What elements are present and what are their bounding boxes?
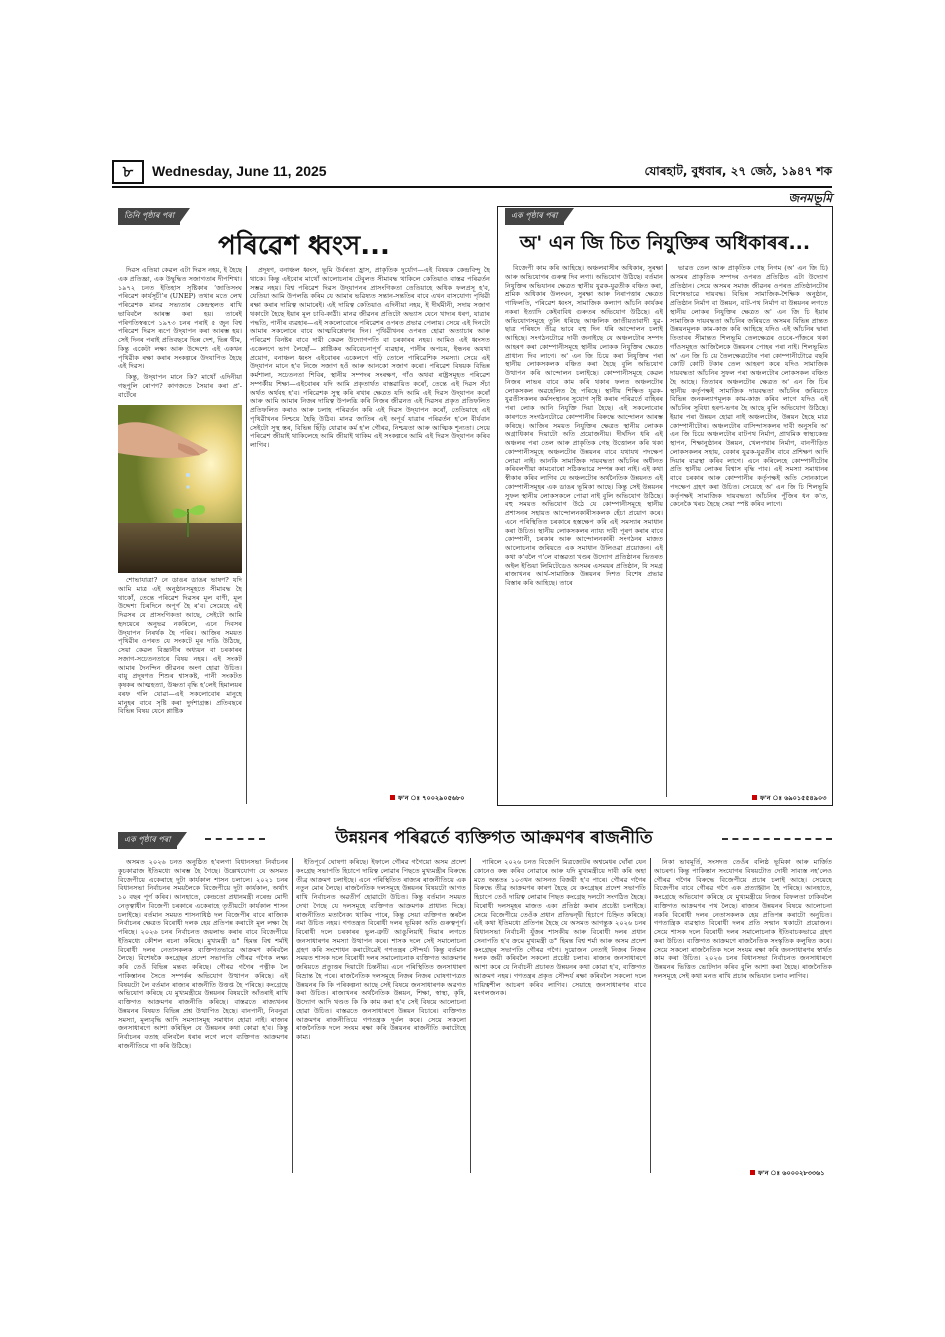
page-header — [112, 160, 832, 188]
article-column — [505, 264, 663, 797]
phone-number: ফ'ন ঃ ৭০০২৯০৫৬৮০ — [390, 793, 464, 804]
paragraph: শোভাযাত্ৰা? নে ডাঙৰ ডাঙৰ ভাষণ? যদি আমি মাত্ৰ এই অনুষ্ঠানসমূহতে সীমাবদ্ধ হৈ থাকোঁ, তেন্তে পৰিৱেশ দিৱসৰ মূল বাণী, মূল উদ্দেশ্য চিৰদিনে অপূৰ্ণ হৈ ৰ'ব। সেয়েহে এই দিৱসৰ যে প্ৰাসংগিকতা আছে, সেইটো আমি হৃদয়েৰে অনুভৱ নকৰিলে, এনে দিবসৰ উদ্‌যাপন নিৰৰ্থক হৈ পৰিব। আজিৰ সময়ত পৃথিৱীৰ ওপৰত যে সংকটে মূৰ দাঙি উঠিছে, সেয়া কেৱল বিজ্ঞানীৰ অধ্যয়ন বা চৰকাৰৰ সজাগ-সচেতনতাৰে বিষয় নহয়। এই সংকট আমাৰ দৈনন্দিন জীৱনৰ অংগ হোৱা উচিত। বায়ু প্ৰদূষণত শিশুৰ শ্বাসকষ্ট, পানী সংকটত কৃষকৰ আত্মহত্যা, উষ্ণতা বৃদ্ধি হ'লেই হিমালয়ৰ বৰফ গলি যোৱা—এই সকলোবোৰ মানুহে মানুহৰ বাবে সৃষ্টি কৰা দুৰ্দশাগ্ৰস্ত। প্ৰতিবছৰে বিভিন্ন বিষয় যেনে প্লাষ্টিক — [118, 576, 242, 716]
bullet-square-icon — [752, 795, 757, 800]
paragraph: বিজেপী কাম কৰি আহিছে। অঞ্চলবাসীৰ অধিকাৰ, সুৰক্ষা আৰু অভিযোগৰ গুৰুত্ব দিব লগা। অভিযোগ উঠিছে। বৰ্তমান নিযুক্তিৰ অভিযানৰ ক্ষেত্ৰত স্থানীয় যুৱক-যুৱতীক বঞ্চিত কৰা, শ্ৰমিক অধিকাৰ উলংঘন, সুৰক্ষা আৰু নিৰাপত্তাৰ ক্ষেত্ৰত গাফিলতি, পৰিৱেশ ধ্বংস, সামাজিক কল্যাণ আঁচনি কাৰ্যকৰ নকৰা ইত্যাদি কেইবাবিধ গুৰুতৰ অভিযোগ উঠিছে। এই অভিযোগসমূহে তুলি ধৰিছে আঞ্চলিক জাতীয়তাবাদী যুৱ-ছাত্ৰ পৰিষদে তীব্ৰ ভাবে বহু দিন ধৰি আন্দোলন চলাই আহিছে। সংগঠনটোৱে দাবী জনাইছে যে অঞ্চলটোৰ সম্পদ আহৰণ কৰা কোম্পানীসমূহে স্থানীয় লোকক নিযুক্তিৰ ক্ষেত্ৰত প্ৰাধান্য দিব লাগে। অ' এন জি চিয়ে কৰা নিযুক্তিৰ পৰা স্থানীয় লোকসকলক বঞ্চিত কৰা হৈছে বুলি অভিযোগ উত্থাপন কৰি আন্দোলন চলাইছে। কোম্পানীসমূহে কেৱল নিজৰ লাভৰ বাবে কাম কৰি থকাৰ ফলত অঞ্চলটোৰ লোকসকল অৱহেলিত হৈ পৰিছে। স্থানীয় শিক্ষিত যুৱক-যুৱতীসকলৰ কৰ্মসংস্থানৰ সুযোগ সৃষ্টি কৰাৰ পৰিৱৰ্তে বাহিৰৰ পৰা লোক আনি নিযুক্তি দিয়া হৈছে। এই সকলোবোৰ কাৰণতে সংগঠনটোৱে কোম্পানীৰ বিৰুদ্ধে আন্দোলন আৰম্ভ কৰিছে। আজিৰ সময়ত নিযুক্তিৰ ক্ষেত্ৰত স্থানীয় লোকক অগ্ৰাধিকাৰ দিয়াটো অতি প্ৰয়োজনীয়। দীৰ্ঘদিন ধৰি এই অঞ্চলৰ পৰা তেল আৰু প্ৰাকৃতিক গেছ উত্তোলন কৰি থকা কোম্পানীসমূহে অঞ্চলটোৰ উন্নয়নৰ বাবে যথাযথ পদক্ষেপ লোৱা নাই। আনকি সামাজিক দায়বদ্ধতা আঁচনিৰ অধীনত কৰিবলগীয়া কামবোৰো সঠিকভাৱে সম্পন্ন কৰা নাই। এই কথা স্বীকাৰ কৰিব লাগিব যে অঞ্চলটোৰ অৰ্থনৈতিক উন্নয়নত এই কোম্পানীসমূহৰ এক ডাঙৰ ভূমিকা আছে। কিন্তু সেই উন্নয়নৰ সুফল স্থানীয় লোকসকলে পোৱা নাই বুলি অভিযোগ উঠিছে। বহু সময়ত অভিযোগ উঠে যে কোম্পানীসমূহে স্থানীয় প্ৰশাসনৰ সহায়ত আন্দোলনকাৰীসকলক হেঁচা প্ৰয়োগ কৰে। এনে পৰিস্থিতিত চৰকাৰে হস্তক্ষেপ কৰি এই সমস্যাৰ সমাধান কৰা উচিত। স্থানীয় লোকসকলৰ ন্যায্য দাবী পূৰণ কৰাৰ বাবে কোম্পানী, চৰকাৰ আৰু আন্দোলনকাৰী সংগঠনৰ মাজত আলোচনাৰ জৰিয়তে এক সমাধান উলিওৱা প্ৰয়োজন। এই কথা ক'বলৈ গ'লে বাস্তৱতা খণ্ডৰ উদ্যোগ প্ৰতিষ্ঠানৰ ভিতৰত অইল ইণ্ডিয়া লিমিটেডেও অসমৰ এসময়ৰ প্ৰতিষ্ঠান, যি সমগ্ৰ ৰাজ্যখনৰ আৰ্থ-সামাজিক উন্নয়নৰ দিশত বিশেষ প্ৰভাৱ বিস্তাৰ কৰি আহিছে। তাৰে — [505, 264, 663, 587]
masthead-logo: জনমভূমি — [788, 191, 832, 205]
paragraph: অসমত ২০২৬ চনত অনুষ্ঠিত হ'বলগা বিধানসভা নিৰ্বাচনৰ কুচকাৱাজ ইতিমধ্যে আৰম্ভ হৈ গৈছে। উল্লেখযোগ্য যে অসমত বিজেপীয়ে একেৰাহে দুটা কাৰ্যকাল শাসন চলালে। ২০২১ চনৰ বিধানসভা নিৰ্বাচনৰ সময়লৈকে বিজেপীয়ে দুটা কাৰ্যকাল, অৰ্থাৎ ১০ বছৰ পূৰ্ণ কৰিব। আনহাতে, কেন্দ্ৰতো প্ৰধানমন্ত্ৰী নৰেন্দ্ৰ মোদী নেতৃত্বাধীন বিজেপী চৰকাৰে একেৰাহে তৃতীয়টো কাৰ্যকাল শাসন চলাইছে। বৰ্তমান সময়ত শাসনাধিষ্ঠ দল বিজেপীৰ বাবে ৰাজ্যিক নিৰ্বাচনৰ ক্ষেত্ৰত বিৰোধী দলক হেয় প্ৰতিপন্ন কৰাটো মূল লক্ষ্য হৈ পৰিছে। ২০২৬ চনৰ নিৰ্বাচনত জয়লাভ কৰাৰ বাবে বিজেপীয়ে ইতিমধ্যে কৌশল ৰচনা কৰিছে। মুখ্যমন্ত্ৰী ড° হিমন্ত বিশ্ব শৰ্মাই বিৰোধী দলৰ নেতাসকলক ব্যক্তিগতভাৱে আক্ৰমণ কৰিবলৈ লৈছে। বিশেষকৈ কংগ্ৰেছৰ প্ৰদেশ সভাপতি গৌৰৱ গগৈক লক্ষ্য কৰি তেওঁ বিভিন্ন মন্তব্য কৰিছে। গৌৰৱ গগৈৰ পত্নীক লৈ পাকিস্তানৰ সৈতে সম্পৰ্কৰ অভিযোগ উত্থাপন কৰিছে। এই বিষয়টো লৈ বৰ্তমান ৰাজ্যৰ ৰাজনীতি উত্তপ্ত হৈ পৰিছে। কংগ্ৰেছে অভিযোগ কৰিছে যে মুখ্যমন্ত্ৰীয়ে উন্নয়নৰ বিষয়টো আঁতৰাই ৰাখি ব্যক্তিগত আক্ৰমণৰ ৰাজনীতি কৰিছে। বাস্তৱতে ৰাজ্যখনৰ উন্নয়নৰ বিষয়ত বিভিন্ন প্ৰশ্ন উত্থাপিত হৈছে। বানপানী, নিবনুৱা সমস্যা, মূল্যবৃদ্ধি আদি সমস্যাসমূহ সমাধান হোৱা নাই। ৰাজ্যৰ জনসাধাৰণে আশা কৰিছিল যে উন্নয়নৰ কথা কোৱা হ'ব। কিন্তু নিৰ্বাচনৰ বতাহ বলিবলৈ ধৰাৰ লগে লগে ব্যক্তিগত আক্ৰমণৰ ৰাজনীতিয়ে গা কৰি উঠিছে। — [118, 858, 288, 1050]
bullet-square-icon — [750, 1170, 755, 1175]
header-date: Wednesday, June 11, 2025 — [152, 163, 327, 179]
column-divider — [246, 266, 247, 804]
continued-tag: এক পৃষ্ঠাৰ পৰা — [505, 208, 564, 225]
article-column — [250, 266, 490, 790]
paragraph: প্ৰদূষণ, বনাঞ্চল ধ্বংস, ভূমি উৰ্বৰতা হ্ৰাস, প্ৰাকৃতিক দুৰ্যোগ—এই বিষয়ক কেন্দ্ৰবিন্দু হৈ থাকে। কিন্তু এইবোৰ মাথোঁ আলোচনাৰ টেবুলত সীমাবদ্ধ থাকিলে কেতিয়াও বাস্তৱ পৰিৱৰ্তন সম্ভৱ নহয়। বিশ্ব পৰিৱেশ দিৱস উদ্‌যাপনৰ প্ৰাসংগিকতা তেতিয়াহে অধিক ফলপ্ৰসূ হ'ব, যেতিয়া আমি উপলব্ধি কৰিম যে আমাৰ ভৱিষ্যত সন্তান-সন্ততিৰ বাবে এখন বাসযোগ্য পৃথিৱী ৰক্ষা কৰাৰ দায়িত্ব আমাৰেই। এই দায়িত্ব কেতিয়াও এদিনীয়া নহয়, ই দীৰ্ঘমীনী, সদায় সজাগ থকাটো হৈছে ইয়াৰ মূল চাবি-কাঠী। মানৱ জীৱনৰ প্ৰতিটো অভ্যাস যেনে খাদ্যৰ ধৰণ, যাত্ৰাৰ পদ্ধতি, পানীৰ ব্যৱহাৰ—এই সকলোবোৰে পৰিৱেশৰ ওপৰত প্ৰভাৱ পেলায়। সেয়ে এই দিনটো আমাৰ সকলোৰে বাবে আত্মবিশ্লেষণৰ দিন। পৃথিৱীখনৰ ওপৰত হোৱা অত্যাচাৰ আৰু পৰিৱেশ বিনষ্টৰ বাবে দায়ী কেৱল উদ্যোগপতি বা চৰকাৰৰ নহয়। আমিও এই ধ্বংসত একেলগে ভাগ লৈছোঁ— প্লাষ্টিকৰ অবিবেচনাপূৰ্ণ ব্যৱহাৰ, পানীৰ অপচয়, ইন্ধনৰ অযথা প্ৰয়োগ, বনাঞ্চল ধ্বংস এইবোৰৰ একেলগে গঢ়ি তোলে পাৰিৱেশিক সমস্যা। সেয়ে এই উদ্‌যাপন মানে হ'ব নিজে সজাগ হওঁ আৰু আনকো সজাগ কৰো। পৰিৱেশ বিষয়ক বিভিন্ন কৰ্মশালা, সচেতনতা শিবিৰ, স্থানীয় সম্পদৰ সংৰক্ষণ, গাঁও অথবা ৰাষ্ট্ৰসমূহত পৰিৱেশ সম্পৰ্কীয় শিক্ষা—এইবোৰৰ যদি আমি প্ৰকৃতাৰ্থত বাস্তৱায়িত কৰোঁ, তেন্তে এই দিৱস সঁচা অৰ্থত অৰ্থবহ হ'ব। পৰিৱেশক সুস্থ কৰি ৰখাৰ ক্ষেত্ৰত যদি আমি এই দিৱস উদ্‌যাপন কৰোঁ আৰু আমি আমাৰ নিজৰ দায়িত্ব উপলব্ধি কৰি নিজৰ জীৱনত এই দিৱসৰ প্ৰকৃত প্ৰতিফলিত প্ৰতিফলিত কৰাও আৰু চলাহ পৰিৱৰ্তন কৰি এই দিৱস উদ্‌যাপন কৰোঁ, তেতিয়াহে এই পৃথিৱীখনৰ নিশ্চয়ে হৈছি উঠিব। মানৱ জাতিৰ এই অপূৰ্ব যাত্ৰাৰ পৰিৱৰ্তন হ'লে বীৰ্যবান সেইটো সুস্থ স্তৰ, বিভিন্ন ছিঁড়ি যোৱাৰ কৰ্ম হ'ল গৌৰৱ, নিশ্চয়তা আৰু আত্মিক শূন্যতা। সেয়ে পৰিৱেশ জীয়াই থাকিলেহে আমি জীয়াই থাকিম এই সংকল্পৰে আমি এই দিৱস উদ্‌যাপন কৰিব লাগিব। — [250, 266, 490, 449]
paragraph: ইতিপূৰ্বে ঘোষণা কৰিছে। ইফালে গৌৰৱ গগৈয়ো অসম প্ৰদেশ কংগ্ৰেছ সভাপতি হিচাপে দায়িত্ব লোৱাৰ পিছতে মুখ্যমন্ত্ৰীৰ বিৰুদ্ধে তীব্ৰ আক্ৰমণ চলাইছে। এনে পৰিস্থিতিত ৰাজ্যৰ ৰাজনীতিয়ে এক নতুন মোৰ লৈছে। ৰাজনৈতিক দলসমূহে উন্নয়নৰ বিষয়টো আগত ৰাখি নিৰ্বাচনত অৱতীৰ্ণ হোৱাটো উচিত। কিন্তু বৰ্তমান সময়ত দেখা গৈছে যে দলসমূহে ব্যক্তিগত আক্ৰমণক প্ৰাধান্য দিছে। ৰাজনীতিত মতানৈক্য থাকিব পাৰে, কিন্তু সেয়া ব্যক্তিগত স্তৰলৈ নমা উচিত নহয়। গণতন্ত্ৰত বিৰোধী দলৰ ভূমিকা অতি গুৰুত্বপূৰ্ণ। বিৰোধী দলে চৰকাৰৰ ভুল-ত্ৰুটি আঙুলিয়াই দিয়াৰ লগতে জনসাধাৰণৰ সমস্যা উত্থাপন কৰে। শাসক দলে সেই সমালোচনা গ্ৰহণ কৰি সংশোধন কৰাটোৱেই গণতন্ত্ৰৰ সৌন্দৰ্য। কিন্তু বৰ্তমান সময়ত শাসক দলে বিৰোধী দলৰ সমালোচনাক ব্যক্তিগত আক্ৰমণৰ জৰিয়তে প্ৰত্যুত্তৰ দিয়াটো চিন্তনীয়। এনে পৰিস্থিতিত জনসাধাৰণ বিভ্ৰান্ত হৈ পৰে। ৰাজনৈতিক দলসমূহে নিজৰ নিজৰ ঘোষণাপত্ৰত উন্নয়নৰ কি কি পৰিকল্পনা আছে সেই বিষয়ে জনসাধাৰণক অৱগত কৰা উচিত। ৰাজ্যখনৰ অৰ্থনৈতিক উন্নয়ন, শিক্ষা, স্বাস্থ্য, কৃষি, উদ্যোগ আদি খণ্ডত কি কি কাম কৰা হ'ব সেই বিষয়ে আলোচনা হোৱা উচিত। বাস্তৱতে জনসাধাৰণে উন্নয়ন বিচাৰে। ব্যক্তিগত আক্ৰমণৰ ৰাজনীতিয়ে গণতন্ত্ৰক দুৰ্বল কৰে। সেয়ে সকলো ৰাজনৈতিক দলে সংযম ৰক্ষা কৰি উন্নয়নৰ ৰাজনীতি কৰাটোহে কাম্য। — [296, 858, 466, 1041]
continued-tag: তিনি পৃষ্ঠাৰ পৰা — [118, 208, 180, 225]
seedling-image — [118, 405, 242, 573]
article-column — [118, 858, 288, 1173]
phone-number: ফ'ন ঃ ৬৯০১৫৫৪৯০৩ — [752, 793, 826, 804]
article-column — [654, 858, 832, 1163]
column-divider — [292, 858, 293, 1173]
paragraph: কিন্তু, উদ্‌যাপন মানে কি? মাথোঁ এদিনীয়া গছপুলি ৰোপণ? কাগজতে সৈয়াৰ কৰা প্ৰ'-বাৰ্টেৰে — [118, 373, 242, 399]
header-assamese-date: যোৰহাট, বুধবাৰ, ২৭ জেঠ, ১৯৪৭ শক — [644, 164, 832, 178]
paragraph: ভাৱত তেল আৰু প্ৰাকৃতিক গেছ নিগম (অ' এন জি চি) অসমৰ প্ৰাকৃতিক সম্পদৰ ওপৰত প্ৰতিষ্ঠিত এটা উদ্যোগ প্ৰতিষ্ঠান। সেয়ে অসমৰ সমাজ জীৱনৰ ওপৰত প্ৰতিষ্ঠানটোৰ বিশেষভাৱে দায়বদ্ধ। বিভিন্ন সামাজিক-শৈক্ষিক অনুষ্ঠান, প্ৰতিষ্ঠান নিৰ্মাণ বা উন্নয়ন, বাট-পথ নিৰ্মাণ বা উন্নয়নৰ লগতে স্থানীয় লোকৰ নিযুক্তিৰ ক্ষেত্ৰত অ' এন জি চি ইয়াৰ সামাজিক দায়বদ্ধতা আঁচনিৰ জৰিয়তে অসমৰ বিভিন্ন প্ৰান্তত উন্নয়নমূলক কাম-কাজ কৰি আহিছে যদিও এই আঁচনিৰ দ্বাৰা তিতাবৰ সীমান্তত শিলভূমি তেলক্ষেত্ৰৰ ওচৰে-পাঁজৰে থকা গাঁওসমূহত আজিলৈকে উন্নয়নৰ পোহৰ পৰা নাই। শিলভূমিত অ' এন জি চি য়ে তৈলক্ষেত্ৰটোৰ পৰা কোম্পানীটোৱে বছৰি কোটি কোটি টকাৰ তেল আহৰণ কৰে যদিও সামাজিক দায়বদ্ধতা আঁচনিৰ সুফল পৰা অঞ্চলটোৰ লোকসকল বঞ্চিত হৈ আছে। তিতাবৰ অঞ্চলটোৰ ক্ষেত্ৰত অ' এন জি চিৰ স্থানীয় কৰ্তৃপক্ষই সামাজিক দায়বদ্ধতা আঁচনিৰ জৰিয়তে বিভিন্ন জনকল্যাণমূলক কাম-কাজ কৰিব লাগে যদিও এই আঁচনিৰ সুবিধা হৰণ-ভগৰ হৈ আছে বুলি অভিযোগ উঠিছে। ইয়াৰ পৰা উন্নয়ন হোৱা নাই অঞ্চলটোৰ, উন্নয়ন হৈছে মাত্ৰ কোম্পানীটোৰ। অঞ্চলটোৰ বাসিন্দাসকলৰ দাবী অনুসৰি অ' এন জি চিয়ে অঞ্চলটোৰ বাটপথ নিৰ্মাণ, প্ৰাথমিক স্বাস্থ্যকেন্দ্ৰ স্থাপন, শিক্ষানুষ্ঠানৰ উন্নয়ন, খেলপথাৰ নিৰ্মাণ, বানপীড়িত লোকসকলৰ সহায়, বেকাৰ যুৱক-যুৱতীৰ বাবে প্ৰশিক্ষণ আদি দিয়াৰ ব্যৱস্থা কৰিব লাগে। এনে কৰিলেহে কোম্পানীটোৰ প্ৰতি স্থানীয় লোকৰ বিশ্বাস বৃদ্ধি পাব। এই সমস্যা সমাধানৰ বাবে চৰকাৰ আৰু কোম্পানীৰ কৰ্তৃপক্ষই অতি সোনকালে পদক্ষেপ গ্ৰহণ কৰা উচিত। সেয়েহে অ' এন জি চি শিলভূমি কৰ্তৃপক্ষই সামাজিক দায়বদ্ধতা আঁচনিৰ পুঁজিৰ ধন ক'ত, কেনেকৈ খৰচ হৈছে সেয়া স্পষ্ট কৰিব লাগে। — [670, 264, 828, 509]
paragraph: দিৱস এতিয়া কেৱল এটা দিৱস নহয়, ই হৈছে এক প্ৰতিজ্ঞা, এক উদ্বুদ্ধিত সজাগতাৰ দীপশিখা। ১৯৭২ চনত ইতিহাস সৃষ্টিকাৰ ‘জাতিসংঘ পৰিৱেশ কাৰ্যসূচী’ৰ (UNEP) তথাৰ মতে লেখ পৰিৱেশক মানৱ সভ্যতাৰ কেন্দ্ৰস্থলত ৰাখি ভাবিবলৈ আৰম্ভ কৰা হয়। তাৰেই পৰিণতিস্বৰূপে ১৯৭৩ চনৰ পৰাই ৫ জুন বিশ্ব পৰিৱেশ দিৱস ৰূপে উদ্‌যাপন কৰা আৰম্ভ হয়। সেই দিনৰ পৰাই প্ৰতিবছৰে ভিন্ন দেশ, ভিন্ন থীম, কিন্তু একেটা লক্ষ্য আৰু উদ্দেশ্যে এই একখন পৃথিৱীক ৰক্ষা কৰাৰ সংকল্পৰে উদযাপিত হৈছে এই দিৱস। — [118, 266, 242, 371]
bullet-square-icon — [390, 795, 395, 800]
headline: উন্নয়নৰ পৰিৱৰ্তে ব্যক্তিগত আক্ৰমণৰ ৰাজনীতি — [335, 828, 653, 848]
article-column — [118, 576, 242, 804]
article-column — [118, 266, 242, 401]
article-column — [296, 858, 466, 1173]
dashed-rule — [205, 838, 265, 840]
continued-tag: এক পৃষ্ঠাৰ পৰা — [118, 832, 177, 849]
article-column — [670, 264, 828, 784]
article-column — [474, 858, 646, 1173]
phone-number: ফ'ন ঃ ৬০০০২৮৩৩৬১ — [750, 1168, 824, 1179]
column-divider — [666, 264, 667, 797]
column-divider — [650, 858, 651, 1173]
paragraph: নিকা ভাবমূৰ্তি, সংসদত তেওঁৰ বলিষ্ঠ ভূমিকা আৰু মাৰ্জিত আচৰণ। কিন্তু পাকিস্তান সংযোগৰ বিষয়টোত দোষী সাব্যস্ত নহ'লেও গৌৰৱ গগৈৰ বিৰুদ্ধে বিজেপীয়ে প্ৰচাৰ চলাই আছে। সেয়েহে বিজেপীৰ বাবে গৌৰৱ গগৈ এক প্ৰত্যাহ্বান হৈ পৰিছে। আনহাতে, কংগ্ৰেছে অভিযোগ কৰিছে যে মুখ্যমন্ত্ৰীয়ে নিজৰ বিফলতা ঢাকিবলৈ ব্যক্তিগত আক্ৰমণৰ পথ লৈছে। ৰাজ্যৰ উন্নয়নৰ বিষয়ে আলোচনা নকৰি বিৰোধী দলৰ নেতাসকলক হেয় প্ৰতিপন্ন কৰাটো অনুচিত। গণতান্ত্ৰিক ব্যৱস্থাত বিৰোধী দলৰ প্ৰতি সন্মান থকাটো প্ৰয়োজন। সেয়ে শাসক দলে বিৰোধী দলৰ সমালোচনাক ইতিবাচকভাৱে গ্ৰহণ কৰা উচিত। ব্যক্তিগত আক্ৰমণে ৰাজনৈতিক সংস্কৃতিক কলুষিত কৰে। সেয়ে সকলো ৰাজনৈতিক দলে সংযম ৰক্ষা কৰি জনসাধাৰণৰ স্বাৰ্থত কাম কৰা উচিত। ২০২৬ চনৰ বিধানসভা নিৰ্বাচনত জনসাধাৰণে উন্নয়নৰ ভিত্তিত ভোটদান কৰিব বুলি আশা কৰা হৈছে। ৰাজনৈতিক দলসমূহে সেই কথা মনত ৰাখি প্ৰচাৰ অভিযান চলাব লাগিব। — [654, 858, 832, 980]
page-number: ৮ — [112, 160, 144, 184]
headline: অ' এন জি চিত নিযুক্তিৰ অধিকাৰৰ... — [519, 232, 811, 254]
headline: পৰিৱেশ ধ্বংস... — [218, 231, 390, 261]
column-divider — [470, 858, 471, 1173]
environment-photo — [118, 405, 242, 573]
dashed-rule — [722, 838, 832, 840]
paragraph: পাৰিলে ২০২৬ চনত বিজেপি মিত্ৰজোটৰ অশ্বমেধৰ ঘোঁৰা যেন কোনেও কন্ধ কৰিব নোৱাৰে আৰু যদি মুখ্যমন্ত্ৰীয়ে দাবী কৰি অহা মতে অন্ততঃ ১০৩খন আসনত বিজয়ী হ'ব পাৰে। গৌৰৱ গগৈৰ বিৰুদ্ধে তীব্ৰ আক্ৰমণৰ কাৰণ হৈছে যে কংগ্ৰেছৰ প্ৰদেশ সভাপতি হিচাপে তেওঁ দায়িত্ব লোৱাৰ পিছত কংগ্ৰেছ দলটো সংগঠিত হৈছে। বিৰোধী দলসমূহৰ মাজত এক্য প্ৰতিষ্ঠা কৰাৰ প্ৰচেষ্টা চলাইছে। সেয়ে বিজেপীয়ে তেওঁক প্ৰধান প্ৰতিদ্বন্দ্বী হিচাপে চিহ্নিত কৰিছে। এই কথা ইতিমধ্যে প্ৰতিপন্ন হৈছে যে অসমত আগন্তুক ২০২৬ চনৰ বিধানসভা নিৰ্বাচনী যুঁজৰ শাসকীয় আৰু বিৰোধী দলৰ প্ৰধান সেনাপতি হ'ব ক্ৰমে মুখ্যমন্ত্ৰী ড° হিমন্ত বিশ্ব শৰ্মা আৰু অসম প্ৰদেশ কংগ্ৰেছৰ সভাপতি গৌৰৱ গগৈ। দুয়োজন নেতাই নিজৰ নিজৰ দলক জয়ী কৰিবলৈ সকলো প্ৰচেষ্টা চলাব। ৰাজ্যৰ জনসাধাৰণে আশা কৰে যে নিৰ্বাচনী প্ৰচাৰত উন্নয়নৰ কথা কোৱা হ'ব, ব্যক্তিগত আক্ৰমণ নহয়। গণতন্ত্ৰৰ প্ৰকৃত সৌন্দৰ্য ৰক্ষা কৰিবলৈ সকলো দলে দায়িত্বশীল আচৰণ কৰিব লাগিব। সেয়াহে জনসাধাৰণৰ বাবে মংগলজনক। — [474, 858, 646, 998]
